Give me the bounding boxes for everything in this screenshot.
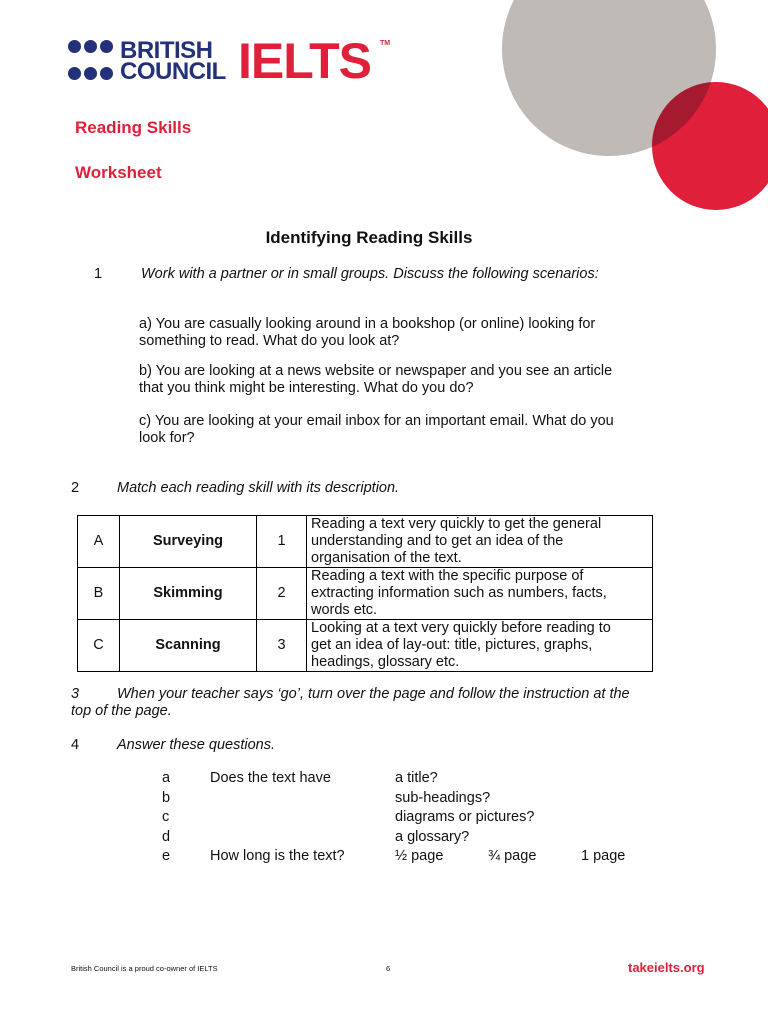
q4-item-answer: diagrams or pictures? bbox=[395, 809, 535, 825]
description-line: organisation of the text. bbox=[311, 550, 462, 566]
q4-option-half-page: ½ page bbox=[395, 848, 444, 864]
q4-option-three-quarter-page: ¾ page bbox=[488, 848, 537, 864]
row-letter: A bbox=[78, 516, 120, 568]
ielts-logo: IELTS bbox=[238, 33, 371, 89]
description-line: Looking at a text very quickly before reading to bbox=[311, 620, 611, 636]
description-line: Reading a text with the specific purpose of bbox=[311, 568, 584, 584]
table-row bbox=[78, 516, 653, 568]
wordmark-line1: BRITISH bbox=[120, 37, 213, 64]
scenario-c bbox=[139, 413, 614, 447]
q4-item-prompt: Does the text have bbox=[210, 770, 331, 786]
british-council-wordmark bbox=[120, 37, 226, 85]
q4-question-list bbox=[0, 770, 768, 870]
footer-website-link[interactable]: takeielts.org bbox=[628, 960, 705, 975]
trademark-mark: TM bbox=[380, 40, 391, 47]
skill-name: Skimming bbox=[120, 568, 257, 620]
skill-description bbox=[307, 620, 653, 672]
scenario-c-line1: c) You are looking at your email inbox for an important email. What do you bbox=[139, 413, 614, 429]
description-line: understanding and to get an idea of the bbox=[311, 533, 564, 549]
q4-item-letter: e bbox=[162, 848, 171, 864]
footer-note: British Council is a proud co-owner of IELTS bbox=[71, 964, 218, 973]
q2-number: 2 bbox=[71, 480, 80, 496]
q4-item-answer: a title? bbox=[395, 770, 438, 786]
page-number: 6 bbox=[386, 964, 391, 973]
row-letter: B bbox=[78, 568, 120, 620]
scenario-b-line1: b) You are looking at a news website or newspaper and you see an article bbox=[139, 363, 613, 379]
table-row bbox=[78, 620, 653, 672]
table-row bbox=[78, 568, 653, 620]
description-line: extracting information such as numbers, facts, bbox=[311, 585, 607, 601]
q4-item-letter: d bbox=[162, 829, 171, 845]
skill-description bbox=[307, 568, 653, 620]
q4-item-answer: a glossary? bbox=[395, 829, 470, 845]
page-title: Identifying Reading Skills bbox=[265, 228, 473, 247]
skills-matching-table bbox=[77, 515, 653, 672]
q2-instruction: Match each reading skill with its description. bbox=[117, 480, 400, 496]
worksheet-heading: Worksheet bbox=[75, 163, 162, 182]
scenario-c-line2: look for? bbox=[139, 430, 195, 446]
description-line: headings, glossary etc. bbox=[311, 654, 460, 670]
q1-number: 1 bbox=[94, 266, 103, 282]
q3-number: 3 bbox=[71, 686, 80, 702]
skill-name: Surveying bbox=[120, 516, 257, 568]
scenario-b bbox=[139, 363, 612, 397]
q3-line1: When your teacher says ‘go’, turn over the page and follow the instruction at the bbox=[117, 686, 630, 702]
q4-number: 4 bbox=[71, 737, 80, 753]
q3-line2: top of the page. bbox=[71, 703, 172, 719]
q4-item-letter: c bbox=[162, 809, 170, 825]
scenario-a-line1: a) You are casually looking around in a bookshop (or online) looking for bbox=[139, 316, 596, 332]
description-number: 1 bbox=[257, 516, 307, 568]
decorative-circle-overlap bbox=[0, 0, 768, 230]
british-council-logo-icon bbox=[68, 40, 116, 84]
section-heading: Reading Skills bbox=[75, 118, 192, 137]
q4-item-letter: b bbox=[162, 790, 171, 806]
scenario-a-line2: something to read. What do you look at? bbox=[139, 333, 400, 349]
skill-name: Scanning bbox=[120, 620, 257, 672]
scenario-a bbox=[139, 316, 595, 350]
q4-option-one-page: 1 page bbox=[581, 848, 626, 864]
q1-instruction: Work with a partner or in small groups. Discuss the following scenarios: bbox=[141, 266, 599, 282]
q4-item-answer: sub-headings? bbox=[395, 790, 491, 806]
q4-item-letter: a bbox=[162, 770, 171, 786]
description-line: Reading a text very quickly to get the general bbox=[311, 516, 602, 532]
wordmark-line2: COUNCIL bbox=[120, 58, 226, 85]
skill-description bbox=[307, 516, 653, 568]
description-number: 3 bbox=[257, 620, 307, 672]
row-letter: C bbox=[78, 620, 120, 672]
description-number: 2 bbox=[257, 568, 307, 620]
q4-item-prompt: How long is the text? bbox=[210, 848, 345, 864]
description-line: get an idea of lay-out: title, pictures, graphs, bbox=[311, 637, 593, 653]
description-line: words etc. bbox=[311, 602, 378, 618]
q4-instruction: Answer these questions. bbox=[117, 737, 275, 753]
scenario-b-line2: that you think might be interesting. What do you do? bbox=[139, 380, 474, 396]
